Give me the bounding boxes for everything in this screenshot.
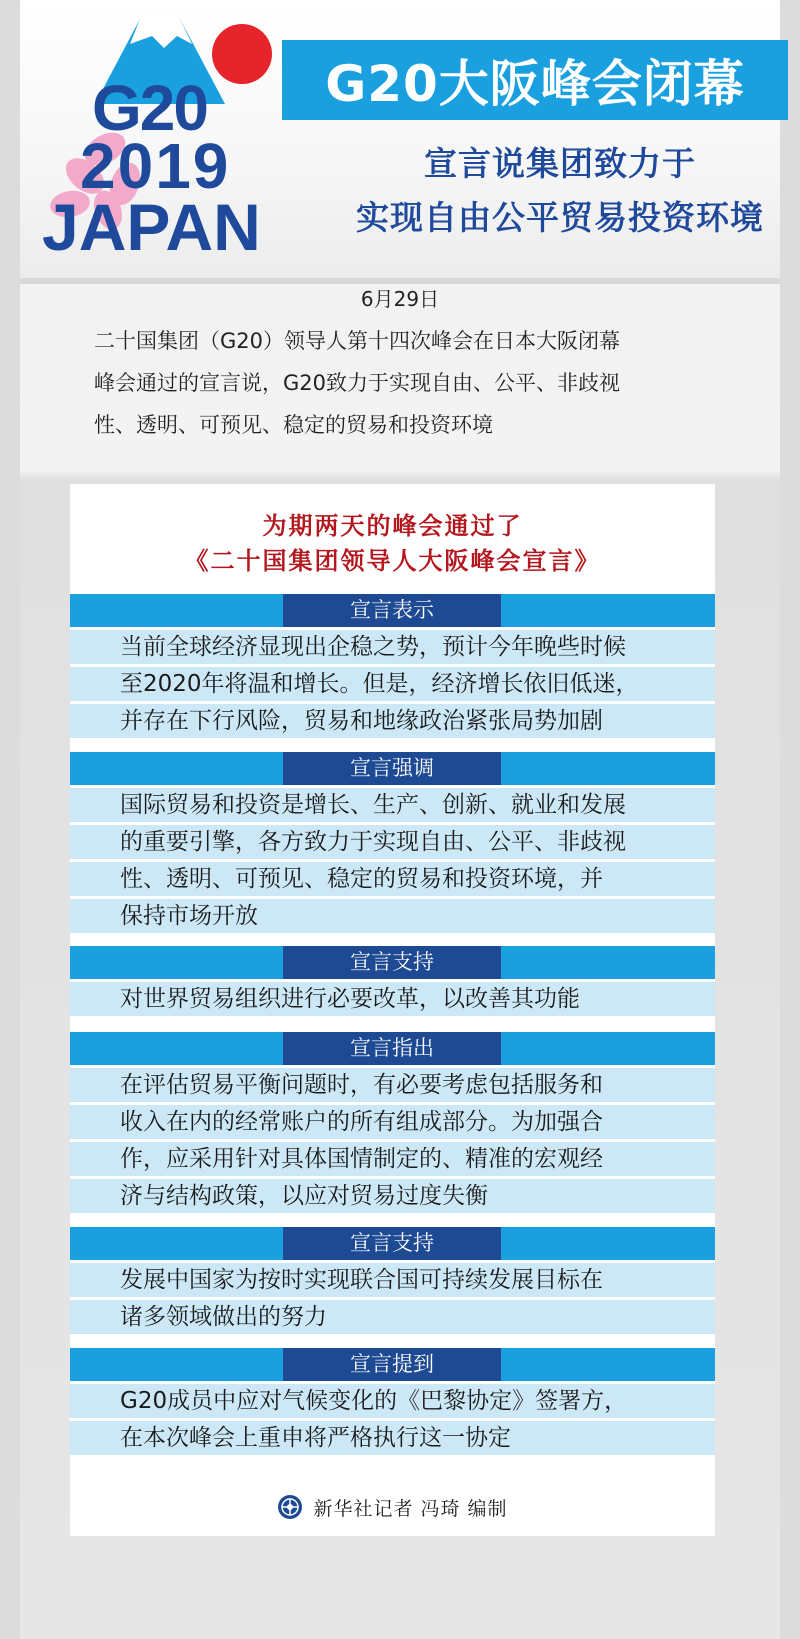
- section-line: 作，应采用针对具体国情制定的、精准的宏观经: [70, 1139, 715, 1176]
- credit-footer: [70, 1492, 715, 1522]
- section-label: 宣言支持: [283, 946, 501, 979]
- section-line: 对世界贸易组织进行必要改革，以改善其功能: [70, 979, 715, 1016]
- intro-line: 性、透明、可预见、稳定的贸易和投资环境: [94, 413, 493, 437]
- section-point-out: [70, 1032, 715, 1213]
- section-line: 至2020年将温和增长。但是，经济增长依旧低迷，: [70, 664, 715, 701]
- section-label: 宣言强调: [283, 752, 501, 785]
- section-line: 当前全球经济显现出企稳之势，预计今年晚些时候: [70, 627, 715, 664]
- section-line: 济与结构政策，以应对贸易过度失衡: [70, 1176, 715, 1213]
- declaration-card: [70, 484, 715, 1536]
- intro-line: 二十国集团（G20）领导人第十四次峰会在日本大阪闭幕: [94, 329, 620, 353]
- section-label: 宣言表示: [283, 594, 501, 627]
- intro-line: 峰会通过的宣言说，G20致力于实现自由、公平、非歧视: [94, 371, 620, 395]
- section-line: 收入在内的经常账户的所有组成部分。为加强合: [70, 1102, 715, 1139]
- logo-text-japan: JAPAN: [42, 190, 261, 264]
- section-mention: [70, 1348, 715, 1455]
- section-line: 并存在下行风险，贸易和地缘政治紧张局势加剧: [70, 701, 715, 738]
- section-header-bar: [70, 594, 715, 627]
- section-line: 性、透明、可预见、稳定的贸易和投资环境，并: [70, 859, 715, 896]
- section-label: 宣言支持: [283, 1227, 501, 1260]
- page-title: G20大阪峰会闭幕: [325, 55, 745, 113]
- title-banner: [282, 40, 788, 120]
- logo-text-g20: G20: [92, 72, 207, 144]
- section-header-bar: [70, 752, 715, 785]
- section-line: 的重要引擎，各方致力于实现自由、公平、非歧视: [70, 822, 715, 859]
- date-label: 6月29日: [360, 287, 440, 311]
- section-line: G20成员中应对气候变化的《巴黎协定》签署方，: [70, 1381, 715, 1418]
- card-heading-1: 为期两天的峰会通过了: [262, 511, 523, 540]
- section-line: 诸多领域做出的努力: [70, 1297, 715, 1334]
- intro-paragraph: [94, 320, 714, 446]
- section-line: 发展中国家为按时实现联合国可持续发展目标在: [70, 1260, 715, 1297]
- section-express: [70, 594, 715, 738]
- section-support-sdg: [70, 1227, 715, 1334]
- section-emphasize: [70, 752, 715, 933]
- section-label: 宣言指出: [283, 1032, 501, 1065]
- section-header-bar: [70, 1032, 715, 1065]
- card-heading-2: 《二十国集团领导人大阪峰会宣言》: [184, 546, 601, 575]
- section-line: 在本次峰会上重申将严格执行这一协定: [70, 1418, 715, 1455]
- section-header-bar: [70, 1348, 715, 1381]
- credit-text: 新华社记者 冯琦 编制: [313, 1497, 508, 1520]
- subtitle-line-1: 宣言说集团致力于: [424, 144, 696, 183]
- section-header-bar: [70, 946, 715, 979]
- section-header-bar: [70, 1227, 715, 1260]
- section-label: 宣言提到: [283, 1348, 501, 1381]
- logo-text-year: 2019: [80, 130, 231, 202]
- section-support-wto: [70, 946, 715, 1016]
- section-line: 国际贸易和投资是增长、生产、创新、就业和发展: [70, 785, 715, 822]
- section-line: 保持市场开放: [70, 896, 715, 933]
- subtitle-line-2: 实现自由公平贸易投资环境: [356, 198, 764, 237]
- header: [20, 0, 780, 278]
- section-line: 在评估贸易平衡问题时，有必要考虑包括服务和: [70, 1065, 715, 1102]
- xinhua-logo-icon: [277, 1494, 303, 1520]
